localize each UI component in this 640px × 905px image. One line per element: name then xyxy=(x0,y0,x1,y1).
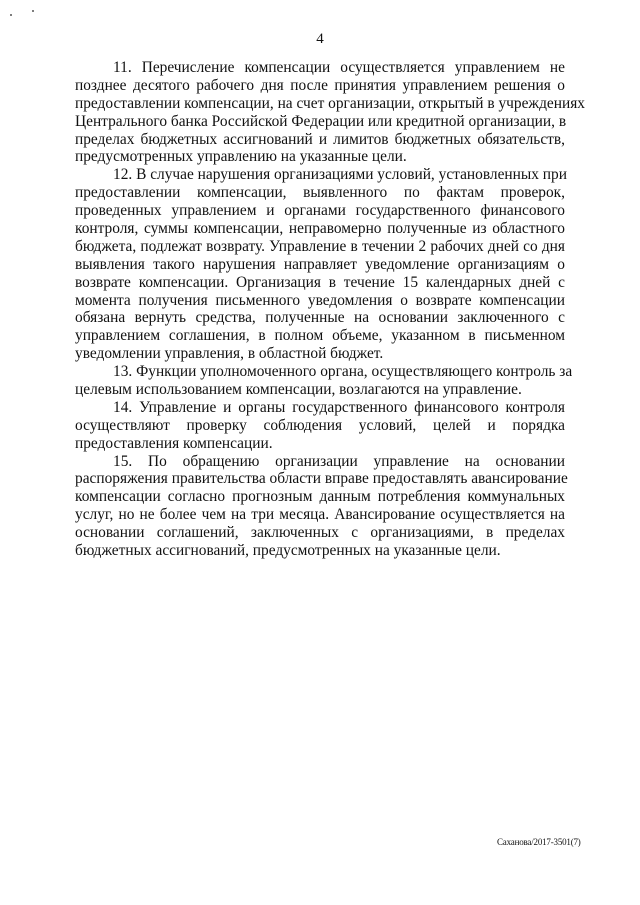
paragraph-line: управлением соглашения, в полном объеме, указанном в письменном xyxy=(75,327,565,345)
paragraph-line: проведенных управлением и органами государственного финансового xyxy=(75,202,565,220)
paragraph-line: предоставлении компенсации, выявленного по фактам проверок, xyxy=(75,184,565,202)
paragraph xyxy=(75,399,565,453)
paragraph-line: предоставления компенсации. xyxy=(75,434,273,452)
paragraph-line: целевым использованием компенсации, возлагаются на управление. xyxy=(75,381,522,399)
paragraph-line: бюджетных ассигнований, предусмотренных на указанные цели. xyxy=(75,542,501,560)
paragraph-line: 12. В случае нарушения организациями условий, установленных при xyxy=(113,166,567,184)
paragraph xyxy=(75,59,585,166)
paragraph-line: обязана вернуть средства, полученные на основании заключенного с xyxy=(75,309,565,327)
paragraph-line: предусмотренных управлению на указанные цели. xyxy=(75,148,407,166)
paragraph-line: момента получения письменного уведомления о возврате компенсации xyxy=(75,291,565,309)
scan-speck xyxy=(10,14,12,16)
paragraph-line: выявления такого нарушения направляет уведомление организациям о xyxy=(75,255,565,273)
paragraph-line: контроля, суммы компенсации, неправомерно полученные из областного xyxy=(75,220,565,238)
page-number: 4 xyxy=(316,31,324,47)
paragraph-line: позднее десятого рабочего дня после принятия управлением решения о xyxy=(75,76,565,94)
paragraph-line: 13. Функции уполномоченного органа, осуществляющего контроль за xyxy=(113,363,573,381)
paragraph-line: Центрального банка Российской Федерации или кредитной организации, в xyxy=(75,112,567,130)
paragraph xyxy=(75,166,565,363)
paragraph-line: 14. Управление и органы государственного финансового контроля xyxy=(113,398,565,416)
paragraph-line: услуг, но не более чем на три месяца. Авансирование осуществляется на xyxy=(75,506,565,524)
paragraph-line: бюджета, подлежат возврату. Управление в течении 2 рабочих дней со дня xyxy=(75,237,565,255)
scan-speck xyxy=(32,10,34,12)
paragraph xyxy=(75,452,568,560)
paragraph-line: осуществляют проверку соблюдения условий, целей и порядка xyxy=(75,416,565,434)
paragraph-line: 11. Перечисление компенсации осуществляется управлением не xyxy=(113,59,565,76)
paragraph-line: пределах бюджетных ассигнований и лимитов бюджетных обязательств, xyxy=(75,130,565,148)
paragraph-line: возврате компенсации. Организация в течение 15 календарных дней с xyxy=(75,273,565,291)
paragraph-line: распоряжения правительства области вправе предоставлять авансирование xyxy=(75,470,568,488)
document-footer-code: Саханова/2017-3501(7) xyxy=(497,837,581,847)
paragraph-line: компенсации согласно прогнозным данным потребления коммунальных xyxy=(75,488,565,506)
paragraph xyxy=(75,363,573,399)
paragraph-line: предоставлении компенсации, на счет организации, открытый в учреждениях xyxy=(75,94,585,112)
paragraph-line: уведомлении управления, в областной бюджет. xyxy=(75,345,384,363)
paragraph-line: основании соглашений, заключенных с организациями, в пределах xyxy=(75,524,565,542)
paragraph-line: 15. По обращению организации управление на основании xyxy=(113,452,565,470)
document-body xyxy=(75,59,585,560)
